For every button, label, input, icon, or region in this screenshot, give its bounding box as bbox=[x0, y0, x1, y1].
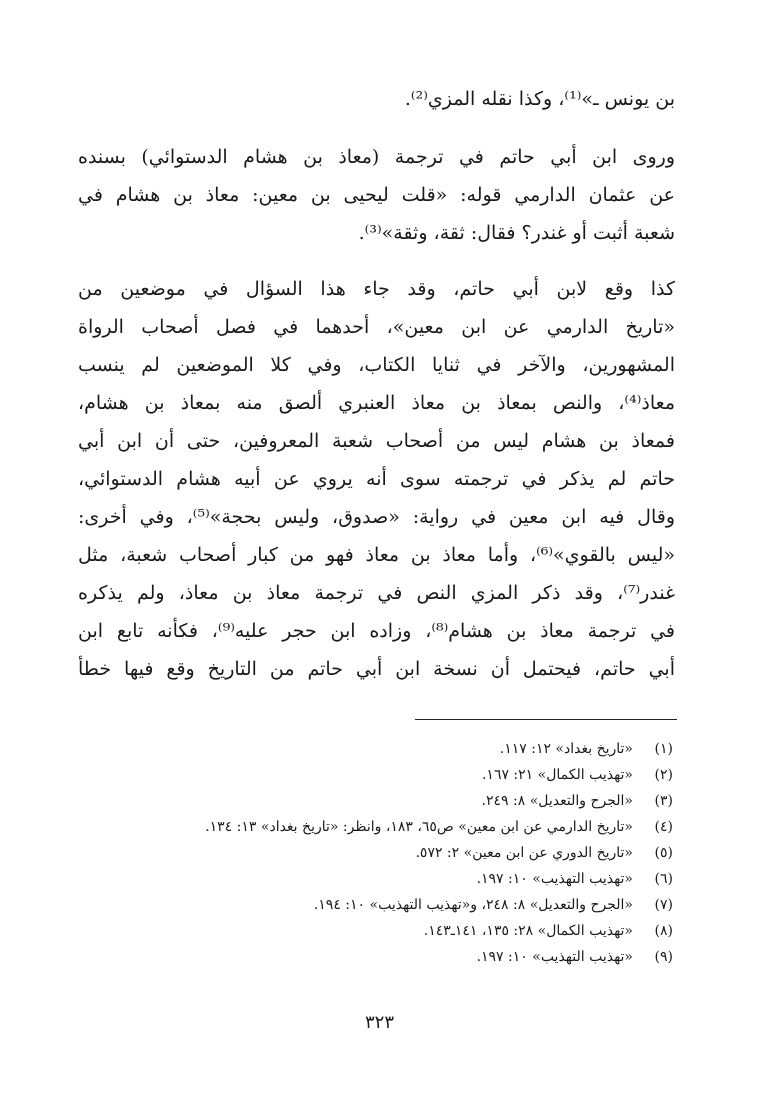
footnote-number: (٢) bbox=[654, 767, 673, 783]
footnote-text: «تاريخ الدوري عن ابن معين» ٢: ٥٧٢. bbox=[415, 845, 633, 861]
footnote bbox=[482, 763, 673, 787]
paragraph-3-line: أبي حاتم، فيحتمل أن نسخة ابن أبي حاتم من التاريخ وقع فيها خطأ bbox=[78, 658, 675, 680]
footnote bbox=[477, 945, 673, 969]
paragraph-3-line: «تاريخ الدارمي عن ابن معين»، أحدهما في فصل أصحاب الرواة bbox=[78, 316, 675, 338]
footnote-number: (١) bbox=[654, 741, 673, 757]
footnote-text: «تهذيب التهذيب» ١٠: ١٩٧. bbox=[476, 871, 633, 887]
page-number: ٣٢٣ bbox=[364, 1012, 394, 1033]
footnote-number: (٥) bbox=[654, 845, 673, 861]
footnote-number: (٣) bbox=[654, 793, 673, 809]
footnote bbox=[500, 737, 673, 761]
footnote bbox=[482, 789, 673, 813]
paragraph-3-line: «ليس بالقوي»⁽⁶⁾، وأما معاذ بن معاذ فهو من كبار أصحاب شعبة، مثل bbox=[78, 544, 675, 566]
paragraph-3-line: حاتم لم يذكر في ترجمته سوى أنه يروي عن أبيه هشام الدستوائي، bbox=[78, 468, 675, 490]
paragraph-3-line: في ترجمة معاذ بن هشام⁽⁸⁾، وزاده ابن حجر عليه⁽⁹⁾، فكأنه تابع ابن bbox=[78, 620, 675, 642]
paragraph-2-line: وروى ابن أبي حاتم في ترجمة (معاذ بن هشام الدستوائي) بسنده bbox=[78, 146, 675, 168]
footnote bbox=[415, 841, 673, 865]
paragraph-3-line: معاذ⁽⁴⁾، والنص بمعاذ بن معاذ العنبري ألصق منه بمعاذ بن هشام، bbox=[78, 392, 675, 414]
paragraph-3-line: المشهورين، والآخر في ثنايا الكتاب، وفي كلا الموضعين لم ينسب bbox=[78, 354, 675, 376]
paragraph-2-line: شعبة أثبت أو غندر؟ فقال: ثقة، وثقة»⁽³⁾. bbox=[358, 222, 675, 244]
footnote-text: «الجرح والتعديل» ٨: ٢٤٩. bbox=[481, 793, 633, 809]
footnote-text: «تهذيب التهذيب» ١٠: ١٩٧. bbox=[476, 949, 633, 965]
footnote-number: (٩) bbox=[654, 949, 673, 965]
paragraph-1-line: بن يونس ـ»⁽¹⁾، وكذا نقله المزي⁽²⁾. bbox=[404, 88, 675, 110]
footnote-text: «تاريخ بغداد» ١٢: ١١٧. bbox=[499, 741, 633, 757]
footnote-text: «تهذيب الكمال» ٢٨: ١٣٥، ١٤١ـ١٤٣. bbox=[423, 923, 633, 939]
footnote-text: «تهذيب الكمال» ٢١: ١٦٧. bbox=[481, 767, 633, 783]
paragraph-3-line: غندر⁽⁷⁾، وقد ذكر المزي النص في ترجمة معاذ بن معاذ، ولم يذكره bbox=[78, 582, 675, 604]
paragraph-2-line: عن عثمان الدارمي قوله: «قلت ليحيى بن معين: معاذ بن هشام في bbox=[78, 184, 675, 206]
footnote-number: (٦) bbox=[654, 871, 673, 887]
footnote-number: (٤) bbox=[654, 819, 673, 835]
paragraph-3-line: وقال فيه ابن معين في رواية: «صدوق، وليس بحجة»⁽⁵⁾، وفي أخرى: bbox=[78, 506, 675, 528]
footnote bbox=[477, 867, 673, 891]
footnote bbox=[424, 919, 673, 943]
footnote-number: (٧) bbox=[654, 897, 673, 913]
paragraph-3-line: فمعاذ بن هشام ليس من أصحاب شعبة المعروفين، حتى أن ابن أبي bbox=[78, 430, 675, 452]
paragraph-3-line: كذا وقع لابن أبي حاتم، وقد جاء هذا السؤال في موضعين من bbox=[78, 278, 675, 300]
footnote bbox=[205, 815, 673, 839]
footnote bbox=[314, 893, 673, 917]
footnote-number: (٨) bbox=[654, 923, 673, 939]
footnote-divider bbox=[415, 719, 677, 720]
footnote-text: «الجرح والتعديل» ٨: ٢٤٨، و«تهذيب التهذيب» ١٠: ١٩٤. bbox=[313, 897, 633, 913]
footnote-text: «تاريخ الدارمي عن ابن معين» ص٦٥، ١٨٣، وانظر: «تاريخ بغداد» ١٣: ١٣٤. bbox=[205, 819, 633, 835]
